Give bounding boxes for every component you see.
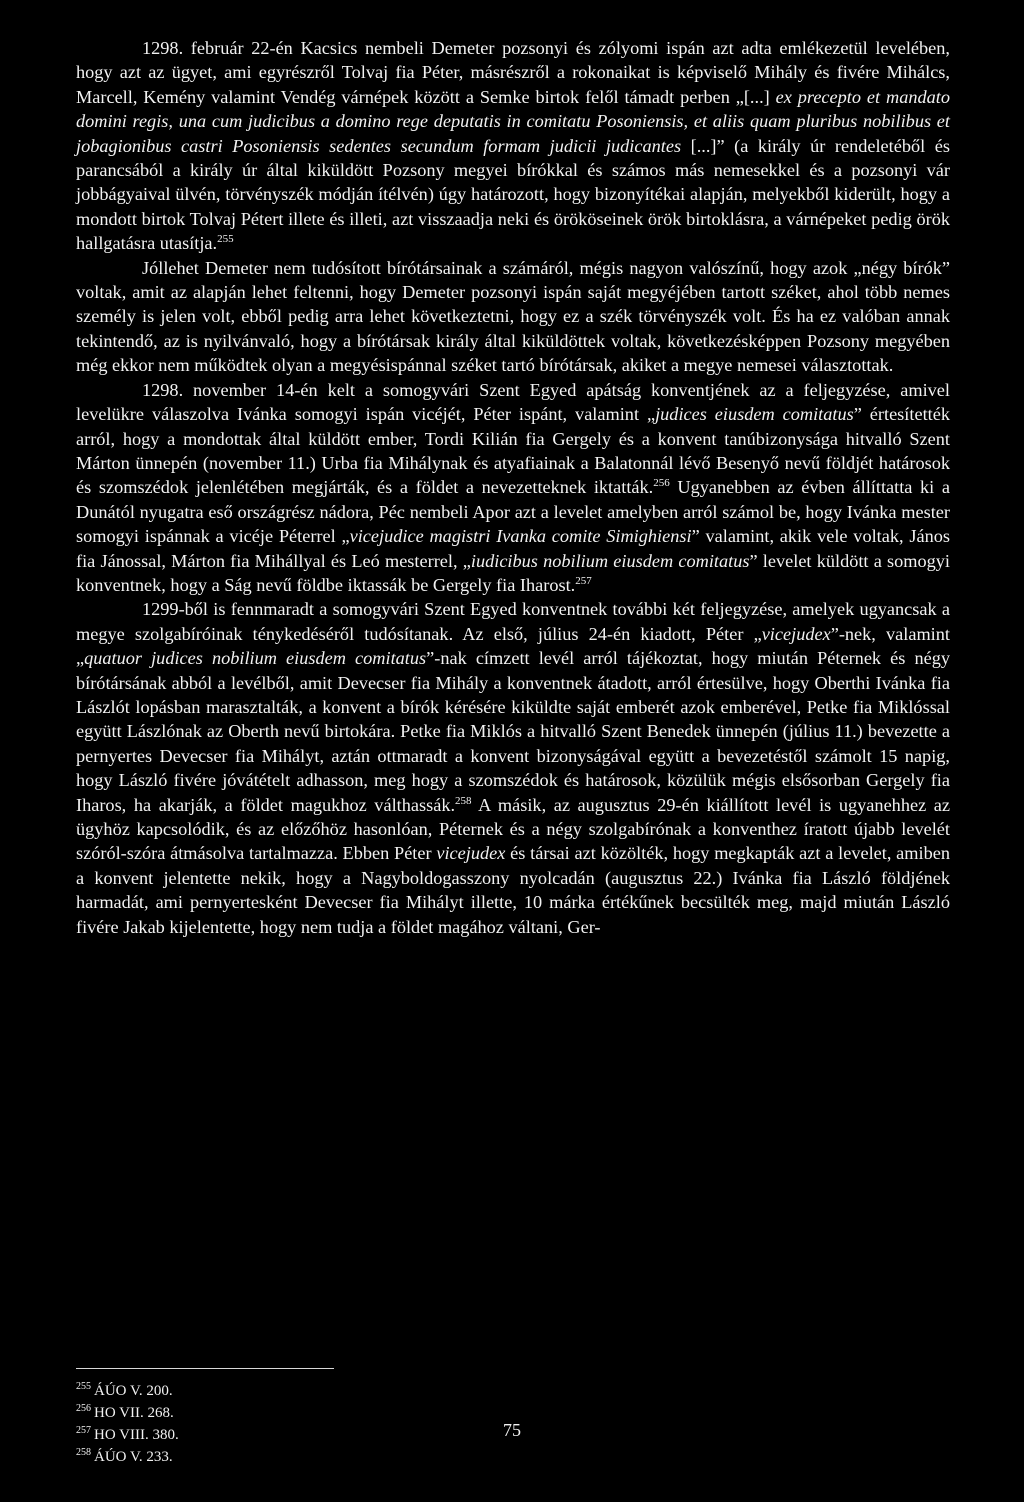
latin-quote: quatuor judices nobilium eiusdem comitatus — [84, 648, 427, 669]
text-run: 1299-ből is fennmaradt a somogyvári Szent Egyed konventnek további két feljegyzése, amelyek ugyancsak a megye szolgabíróinak ténykedéséről tudósítanak. Az első, július 24-én kiadott, Péter „ — [76, 599, 950, 644]
paragraph-4 — [76, 597, 950, 939]
footnote-number: 258 — [76, 1447, 91, 1458]
text-run: [...]” (a király úr rendeletéből és parancsából a király úr által kiküldött Pozsony megyei bírókkal és számos más nemesekkel és a pozsonyi vár jobbágyaival ülvén, törvényszék módján ítélvén) úgy határozott, hogy bizonyítékai alapján, melyekből kiderült, hogy a mondott birtok Tolvaj Pétert illete és illeti, azt visszaadja neki és örököseinek örök birtoklásra, a várnépeket pedig örök hallgatásra utasítja. — [76, 135, 950, 254]
text-run: Jóllehet Demeter nem tudósított bírótársainak a számáról, mégis nagyon valószínű, hogy azok „négy bírók” voltak, amit az alapján lehet feltenni, hogy Demeter pozsonyi ispán saját megyéjében tartott széket, ahol több nemes személy is jelen volt, ebből pedig arra lehet következtetni, hogy ez a szék törvényszék volt. És ha ez valóban annak tekintendő, az is nyilvánvaló, hogy a bírótársak király által kiküldöttek voltak, következésképpen Pozsony megyében még ekkor nem működtek olyan a megyésispánnal széket tartó bírótársak, akiket a megye nemesei választottak. — [76, 257, 950, 376]
footnote-258 — [76, 1446, 476, 1468]
paragraph-1 — [76, 36, 950, 256]
body-text — [76, 36, 950, 939]
latin-quote: judices eiusdem comitatus — [655, 404, 854, 425]
footnote-ref: 256 — [653, 477, 670, 490]
page-number: 75 — [503, 1420, 521, 1440]
latin-quote: vicejudice magistri Ivanka comite Simighiensi — [349, 526, 692, 547]
latin-quote: vicejudex — [436, 843, 506, 864]
footnote-text: ÁÚO V. 233. — [94, 1449, 173, 1465]
footnote-ref: 257 — [575, 574, 592, 587]
text-run: ” valamint, akik vele voltak, János fia Jánossal, Márton fia Mihállyal és Leó mesterrel, „ — [76, 526, 950, 571]
footnote-ref: 255 — [217, 233, 234, 246]
text-run: Ugyanebben az évben állíttatta ki a Dunától nyugatra eső országrész nádora, Péc nembeli Apor azt a levelet amelyben arról számol be, hogy Ivánka mester somogyi ispánnak a vicéje Péterrel „ — [76, 477, 950, 547]
latin-quote: vicejudex — [761, 623, 831, 644]
paragraph-3 — [76, 378, 950, 598]
footnote-255 — [76, 1380, 476, 1402]
latin-quote: ex precepto et mandato domini regis, una cum judicibus a domino rege deputatis in comitatu Posoniensis, et aliis quam pluribus nobilibus et jobagionibus castri Posoniensis sedentes secundum formam judicii judicantes — [76, 86, 950, 156]
text-run: ”-nak címzett levél arról tájékoztat, hogy miután Péternek és négy bírótársának abból a levélből, amit Devecser fia Mihály a konventnek átadott, arról értesülve, hogy Oberthi Ivánka fia Lászlót lopásban marasztalták, a konvent a bírók kérésére kiküldte saját emberét azok emberével, Petke fia Miklóssal együtt Lászlónak az Oberth nevű birtokára. Petke fia Miklós a hitvalló Szent Benedek ünnepén (július 11.) bevezette a pernyertes Devecser fia Mihályt, aztán ottmaradt a konvent bizonyságával együtt a bevezetéstől számolt 15 napig, hogy László fivére jóvátételt adhasson, meg hogy a szomszédok és határosok, közülük mégis elsősorban Gergely fia Iharos, ha akarják, a földet magukhoz válthassák. — [76, 648, 950, 815]
text-run: 1298. február 22-én Kacsics nembeli Demeter pozsonyi és zólyomi ispán azt adta emlékezetül levelében, hogy azt az ügyet, ami egyrészről Tolvaj fia Péter, másrészről a rokonaikat is képviselő Mihály és fivére Mihálcs, Marcell, Kemény valamint Vendég várnépek között a Semke birtok felől támadt perben „[...] — [76, 38, 950, 107]
footnote-divider — [76, 1368, 334, 1369]
paragraph-2 — [76, 256, 950, 378]
text-run: 1298. november 14-én kelt a somogyvári Szent Egyed apátság konventjének az a feljegyzése, amivel levelükre válaszolva Ivánka somogyi ispán vicéjét, Péter ispánt, valamint „ — [76, 379, 950, 425]
text-run: ” értesítették arról, hogy a mondottak által küldött ember, Tordi Kilián fia Gergely és a konvent tanúbizonysága hitvalló Szent Márton ünnepén (november 11.) Urba fia Mihálynak és atyafiainak a Balatonnál lévő Besenyő nevű földjét határosok és szomszédok jelenlétében megjárták, és a földet a nevezetteknek iktatták. — [76, 404, 950, 498]
footnote-number: 255 — [76, 1381, 91, 1392]
footnote-number: 257 — [76, 1425, 91, 1436]
text-run: és társai azt közölték, hogy megkapták azt a levelet, amiben a konvent jelentette nekik, hogy a Nagyboldogasszony nyolcadán (augusztus 22.) Ivánka fia László földjének harmadát, ami pernyertesként Devecser fia Mihályt illette, 10 márka értékűnek becsülték meg, majd miután László fivére Jakab kijelentette, hogy nem tudja a földet magához váltani, Ger- — [76, 843, 950, 937]
footnote-ref: 258 — [455, 794, 472, 807]
footnote-text: HO VIII. 380. — [94, 1427, 179, 1443]
text-run: ”-nek, valamint „ — [76, 623, 950, 669]
latin-quote: iudicibus nobilium eiusdem comitatus — [470, 550, 750, 571]
footnote-text: ÁÚO V. 200. — [94, 1383, 173, 1399]
footnote-text: HO VII. 268. — [94, 1405, 174, 1421]
text-run: ” levelet küldött a somogyi konventnek, hogy a Ság nevű földbe iktassák be Gergely fia Iharost. — [76, 550, 950, 595]
footnote-number: 256 — [76, 1403, 91, 1414]
text-run: A másik, az augusztus 29-én kiállított levél is ugyanehhez az ügyhöz kapcsolódik, és az előzőhöz hasonlóan, Péternek és a négy szolgabírónak a konventhez íratott újabb levelét szóról-szóra átmásolva tartalmazza. Ebben Péter — [76, 794, 951, 864]
